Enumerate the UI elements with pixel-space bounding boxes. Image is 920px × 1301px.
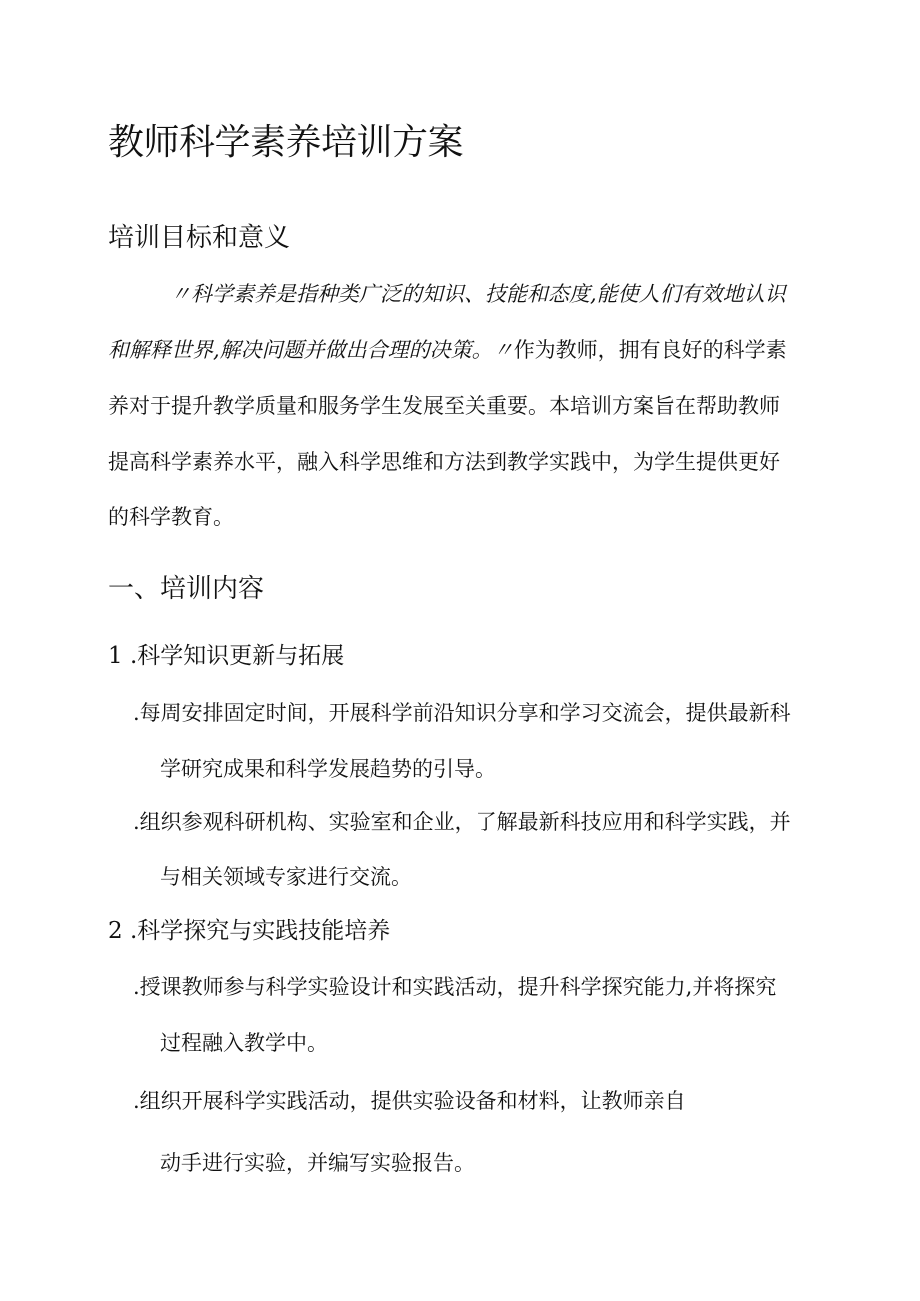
section-heading-content: 一、培训内容	[108, 574, 265, 604]
section-heading-goal: 培训目标和意义	[108, 223, 291, 253]
item-2-point-1-line-2: 过程融入教学中。	[160, 1031, 328, 1055]
goal-paragraph-line-5: 的科学教育。	[108, 505, 234, 529]
document-title: 教师科学素养培训方案	[108, 122, 464, 163]
item-2-heading: 2 .科学探究与实践技能培养	[108, 918, 391, 944]
item-1-point-2-line-2: 与相关领域专家进行交流。	[160, 865, 412, 889]
item-2-point-1-line-1: .授课教师参与科学实验设计和实践活动，提升科学探究能力,并将探究	[133, 975, 777, 999]
goal-paragraph-line-3: 养对于提升教学质量和服务学生发展至关重要。本培训方案旨在帮助教师	[108, 394, 780, 418]
item-1-point-2-line-1: .组织参观科研机构、实验室和企业，了解最新科技应用和科学实践，并	[133, 810, 791, 834]
item-2-point-2-line-2: 动手进行实验，并编写实验报告。	[160, 1151, 475, 1175]
quote-line-1: 〃科学素养是指种类广泛的知识、技能和态度,能使人们有效地认识	[170, 282, 786, 306]
item-1-heading: 1 .科学知识更新与拓展	[108, 643, 345, 669]
quote-line-2-rest: 作为教师，拥有良好的科学素	[513, 338, 787, 362]
goal-paragraph-line-4: 提高科学素养水平，融入科学思维和方法到教学实践中，为学生提供更好	[108, 450, 780, 474]
quote-line-2	[108, 340, 787, 361]
item-1-point-1-line-1: .每周安排固定时间，开展科学前沿知识分享和学习交流会，提供最新科	[133, 701, 791, 725]
item-2-point-2-line-1: .组织开展科学实践活动，提供实验设备和材料，让教师亲自	[133, 1089, 686, 1113]
item-1-point-1-line-2: 学研究成果和科学发展趋势的引导。	[160, 757, 496, 781]
quote-line-2-italic: 和解释世界,解决问题并做出合理的决策。〃	[108, 338, 514, 362]
